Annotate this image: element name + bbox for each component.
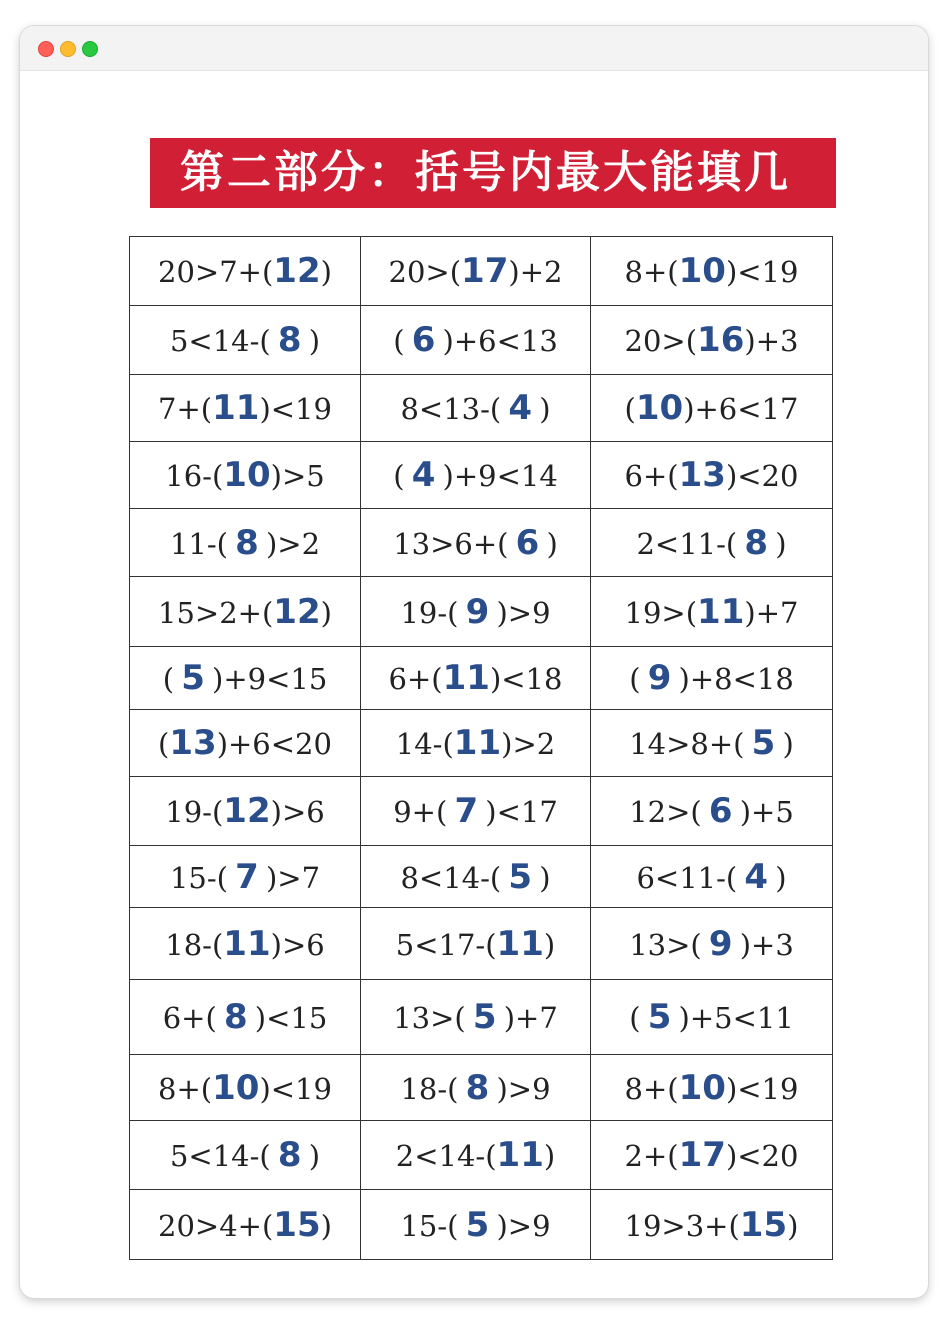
equation-prefix: 2<11-(	[636, 526, 738, 561]
table-row	[130, 442, 833, 509]
equation-cell	[361, 442, 591, 509]
table-row	[130, 1055, 833, 1121]
equation-cell	[130, 908, 361, 980]
equation-prefix: 5<14-(	[169, 324, 271, 358]
equation-cell	[130, 1190, 361, 1260]
answer-value: 11	[453, 723, 502, 763]
equation-prefix: 6+(	[388, 662, 443, 696]
equation-cell	[591, 577, 833, 647]
equation-suffix: )	[543, 1139, 556, 1173]
answer-value: 10	[635, 388, 684, 428]
answer-value: 5	[647, 997, 672, 1037]
answer-value: 4	[744, 856, 769, 897]
equation-cell	[130, 1121, 361, 1190]
answer-value: 5	[751, 723, 776, 763]
table-row	[130, 980, 833, 1055]
equation-suffix: )	[546, 526, 558, 561]
equation-prefix: (	[629, 1001, 641, 1035]
equation-suffix: )<19	[259, 1071, 332, 1106]
table-row	[130, 577, 833, 647]
answer-value: 13	[678, 455, 726, 495]
equation-suffix: )>6	[270, 795, 325, 829]
equation-prefix: 6+(	[624, 459, 679, 493]
answer-value: 5	[508, 856, 533, 897]
equation-cell	[130, 980, 361, 1055]
equation-prefix: 13>(	[393, 1001, 466, 1035]
equation-suffix: )	[782, 727, 794, 761]
table-row	[130, 1121, 833, 1190]
equation-cell	[361, 980, 591, 1055]
equation-suffix: )<19	[725, 1071, 799, 1106]
equation-suffix: )	[539, 392, 551, 426]
table-row	[130, 908, 833, 980]
equation-suffix: )>2	[265, 526, 321, 561]
equation-prefix: 6+(	[162, 1001, 217, 1035]
section-title: 第二部分：括号内最大能填几	[150, 138, 836, 208]
answer-value: 8	[277, 320, 302, 360]
answer-value: 4	[508, 388, 533, 428]
equation-suffix: )+9<15	[212, 662, 328, 696]
equation-suffix: )	[787, 1208, 799, 1243]
answer-value: 8	[235, 522, 259, 563]
equation-cell	[361, 306, 591, 375]
equation-cell	[591, 442, 833, 509]
equation-prefix: 9+(	[393, 795, 448, 829]
equation-suffix: )<20	[725, 1139, 799, 1173]
browser-window	[20, 26, 928, 1298]
equation-cell	[361, 1055, 591, 1121]
equation-prefix: 19>3+(	[624, 1208, 740, 1243]
equation-cell	[130, 306, 361, 375]
equation-suffix: )+3	[739, 927, 794, 962]
equation-prefix: 5<17-(	[395, 927, 497, 962]
table-row	[130, 777, 833, 846]
equation-cell	[361, 577, 591, 647]
answer-value: 12	[273, 591, 321, 632]
answer-value: 5	[465, 1204, 490, 1245]
answer-value: 11	[212, 388, 260, 428]
equation-prefix: 13>(	[629, 927, 702, 962]
table-row	[130, 647, 833, 710]
equation-suffix: )<19	[725, 255, 799, 289]
equation-suffix: )	[539, 860, 551, 895]
answer-value: 13	[169, 723, 217, 763]
equation-cell	[361, 237, 591, 306]
equation-prefix: (	[162, 662, 175, 696]
equation-cell	[591, 237, 833, 306]
equation-cell	[361, 777, 591, 846]
answer-value: 10	[223, 455, 271, 495]
equation-cell	[591, 375, 833, 442]
equation-suffix: )+5	[739, 795, 794, 829]
equation-prefix: 18-(	[165, 927, 224, 962]
equation-suffix: )<19	[259, 392, 332, 426]
equation-cell	[130, 647, 361, 710]
equation-prefix: 5<14-(	[169, 1139, 271, 1173]
equation-suffix: )+8<18	[678, 662, 794, 696]
answer-value: 11	[496, 923, 544, 964]
equation-cell	[361, 908, 591, 980]
equation-suffix: )<15	[254, 1001, 328, 1035]
equation-suffix: )>5	[270, 459, 325, 493]
answer-value: 10	[212, 1067, 260, 1108]
equation-cell	[591, 846, 833, 908]
equation-suffix: )>6	[270, 927, 325, 962]
equation-prefix: (	[624, 392, 636, 426]
answer-value: 15	[273, 1204, 321, 1245]
equation-cell	[361, 1190, 591, 1260]
answer-value: 7	[235, 856, 259, 897]
equation-suffix: )+7	[503, 1001, 558, 1035]
equation-prefix: (	[629, 662, 641, 696]
equation-cell	[591, 1190, 833, 1260]
equation-prefix: (	[158, 727, 170, 761]
equation-cell	[130, 237, 361, 306]
close-window-icon[interactable]	[38, 41, 54, 57]
answer-value: 11	[442, 658, 490, 698]
answer-value: 6	[708, 791, 733, 831]
equation-suffix: )+7	[744, 595, 799, 630]
equation-cell	[130, 375, 361, 442]
equation-cell	[591, 710, 833, 777]
equation-prefix: 8+(	[624, 1071, 679, 1106]
equation-cell	[591, 1121, 833, 1190]
equation-cell	[130, 509, 361, 577]
table-row	[130, 306, 833, 375]
equation-prefix: 11-(	[169, 526, 228, 561]
equation-prefix: 19>(	[624, 595, 698, 630]
answer-value: 6	[411, 320, 436, 360]
equation-suffix: )+2	[508, 255, 563, 289]
equation-prefix: 18-(	[400, 1071, 459, 1106]
table-row	[130, 375, 833, 442]
equation-suffix: )	[308, 324, 321, 358]
equation-prefix: 8+(	[158, 1071, 213, 1106]
equation-prefix: 15-(	[169, 860, 228, 895]
equation-cell	[591, 980, 833, 1055]
equation-suffix: )+9<14	[442, 459, 558, 493]
equation-cell	[361, 647, 591, 710]
equation-suffix: )>2	[501, 727, 556, 761]
window-titlebar	[20, 26, 928, 71]
equation-suffix: )>9	[496, 595, 551, 630]
answer-value: 11	[697, 591, 745, 632]
equation-cell	[591, 306, 833, 375]
equation-cell	[361, 846, 591, 908]
equation-cell	[361, 1121, 591, 1190]
table-row	[130, 509, 833, 577]
equation-suffix: )<17	[485, 795, 558, 829]
equation-cell	[130, 710, 361, 777]
answer-value: 8	[277, 1135, 302, 1175]
equation-prefix: 2<14-(	[395, 1139, 497, 1173]
equation-prefix: 19-(	[165, 795, 224, 829]
equation-cell	[361, 710, 591, 777]
equation-suffix: )<18	[489, 662, 563, 696]
equation-cell	[130, 1055, 361, 1121]
equation-prefix: 8+(	[624, 255, 679, 289]
equation-suffix: )>7	[265, 860, 321, 895]
equation-cell	[591, 777, 833, 846]
equation-suffix: )	[543, 927, 556, 962]
equation-prefix: 6<11-(	[636, 860, 738, 895]
answer-value: 8	[223, 997, 248, 1037]
equation-cell	[130, 442, 361, 509]
equation-cell	[130, 777, 361, 846]
equation-cell	[361, 509, 591, 577]
answer-value: 11	[496, 1135, 544, 1175]
answer-value: 5	[181, 658, 205, 698]
equation-prefix: 14-(	[395, 727, 454, 761]
equation-suffix: )+5<11	[678, 1001, 794, 1035]
equation-prefix: 20>(	[388, 255, 462, 289]
equation-suffix: )	[775, 860, 787, 895]
answer-value: 10	[678, 1067, 726, 1108]
equation-suffix: )	[320, 1208, 332, 1243]
equation-cell	[130, 577, 361, 647]
table-row	[130, 237, 833, 306]
answer-value: 17	[678, 1135, 726, 1175]
table-row	[130, 710, 833, 777]
equation-prefix: 14>8+(	[629, 727, 745, 761]
minimize-window-icon[interactable]	[60, 41, 76, 57]
equation-suffix: )<20	[725, 459, 799, 493]
equation-suffix: )	[320, 255, 332, 289]
answer-value: 17	[461, 251, 509, 291]
equation-cell	[591, 509, 833, 577]
equation-cell	[591, 1055, 833, 1121]
equation-prefix: 19-(	[400, 595, 459, 630]
table-row	[130, 846, 833, 908]
equation-prefix: 16-(	[165, 459, 224, 493]
answer-value: 9	[465, 591, 490, 632]
answer-value: 8	[744, 522, 769, 563]
equation-prefix: 20>7+(	[158, 255, 274, 289]
equation-suffix: )>9	[496, 1071, 551, 1106]
equation-prefix: 20>(	[624, 324, 698, 358]
answer-value: 15	[739, 1204, 788, 1245]
answer-value: 12	[273, 251, 321, 291]
table-row	[130, 1190, 833, 1260]
equation-cell	[591, 647, 833, 710]
answer-value: 5	[472, 997, 497, 1037]
equation-prefix: (	[393, 324, 405, 358]
answer-value: 12	[223, 791, 271, 831]
equation-suffix: )+3	[744, 324, 799, 358]
answer-value: 10	[678, 251, 726, 291]
equation-prefix: 8<13-(	[400, 392, 502, 426]
equation-prefix: 7+(	[158, 392, 213, 426]
answer-value: 16	[697, 320, 745, 360]
equation-prefix: 20>4+(	[158, 1208, 274, 1243]
equation-prefix: 15-(	[400, 1208, 459, 1243]
equation-cell	[361, 375, 591, 442]
equation-suffix: )+6<20	[216, 727, 332, 761]
equation-cell	[130, 846, 361, 908]
answer-value: 11	[223, 923, 271, 964]
equation-suffix: )	[320, 595, 332, 630]
equation-prefix: 13>6+(	[393, 526, 509, 561]
exercise-table	[129, 236, 833, 1260]
equation-prefix: 2+(	[624, 1139, 679, 1173]
answer-value: 7	[454, 791, 479, 831]
equation-suffix: )	[308, 1139, 321, 1173]
equation-suffix: )	[775, 526, 787, 561]
answer-value: 8	[465, 1067, 490, 1108]
equation-prefix: 8<14-(	[400, 860, 502, 895]
equation-suffix: )+6<13	[442, 324, 558, 358]
equation-prefix: 15>2+(	[158, 595, 274, 630]
answer-value: 9	[647, 658, 672, 698]
exercise-table-body	[130, 237, 833, 1260]
equation-prefix: 12>(	[629, 795, 702, 829]
answer-value: 9	[708, 923, 733, 964]
equation-suffix: )+6<17	[683, 392, 799, 426]
equation-suffix: )>9	[496, 1208, 551, 1243]
maximize-window-icon[interactable]	[82, 41, 98, 57]
equation-cell	[591, 908, 833, 980]
answer-value: 4	[411, 455, 436, 495]
equation-prefix: (	[393, 459, 405, 493]
answer-value: 6	[515, 522, 540, 563]
